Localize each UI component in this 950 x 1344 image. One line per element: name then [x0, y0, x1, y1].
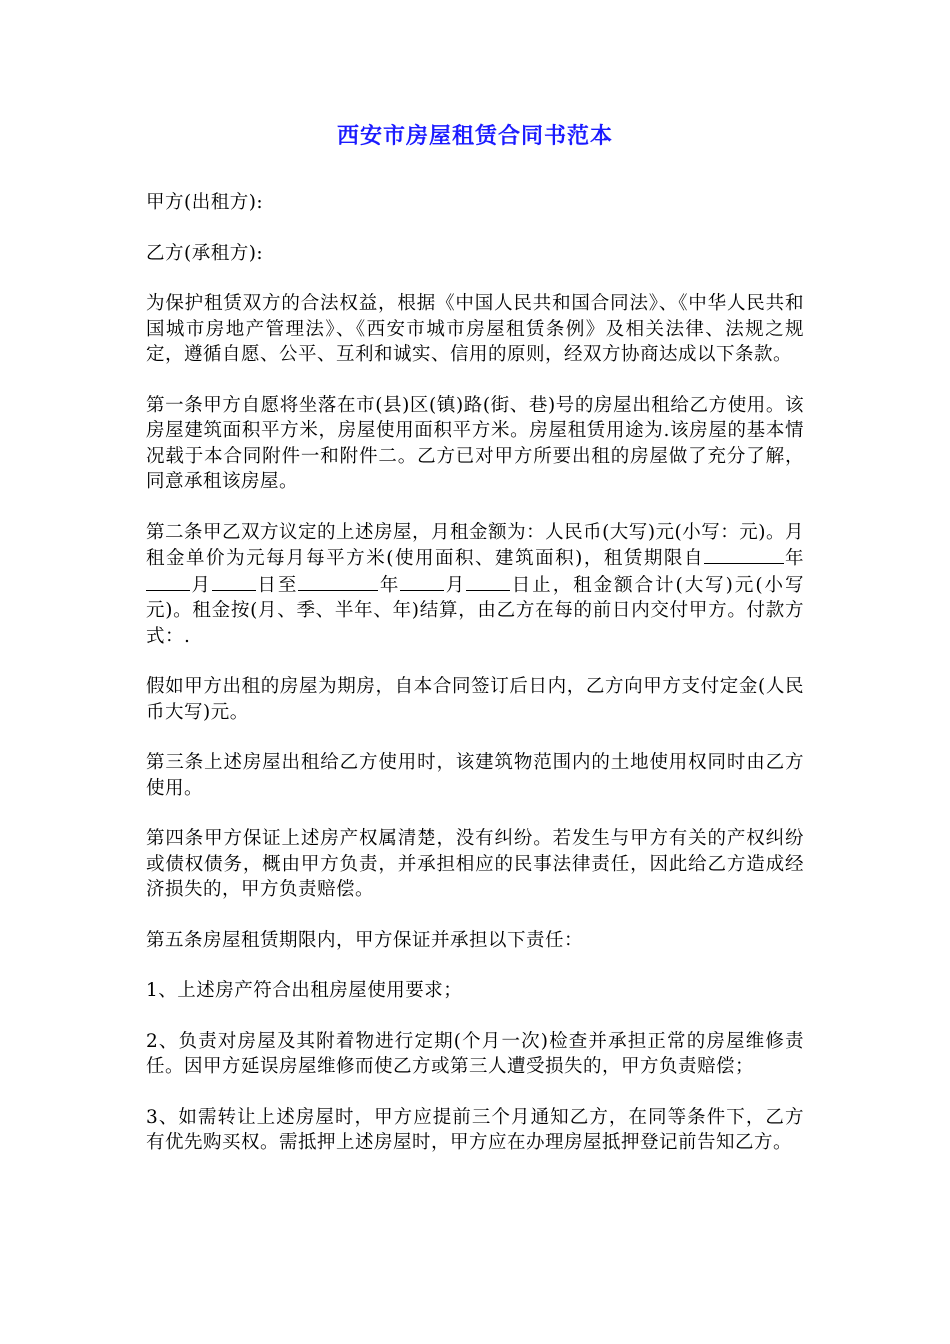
- article-5-item-1: 1、上述房产符合出租房屋使用要求；: [146, 980, 463, 1001]
- article-2-month1: 月: [190, 574, 212, 596]
- blank-end-year: [298, 572, 378, 591]
- deposit-paragraph: 假如甲方出租的房屋为期房，自本合同签订后日内，乙方向甲方支付定金(人民币大写)元。: [146, 676, 804, 723]
- article-4-paragraph: 第四条甲方保证上述房产权属清楚，没有纠纷。若发生与甲方有关的产权纠纷或债权债务，概由甲方负责，并承担相应的民事法律责任，因此给乙方造成经济损失的，甲方负责赔偿。: [146, 828, 804, 900]
- blank-end-month: [400, 572, 444, 591]
- article-5-item-3: 3、如需转让上述房屋时，甲方应提前三个月通知乙方，在同等条件下，乙方有优先购买权。需抵押上述房屋时，甲方应在办理房屋抵押登记前告知乙方。: [146, 1106, 804, 1153]
- article-3-paragraph: 第三条上述房屋出租给乙方使用时，该建筑物范围内的土地使用权同时由乙方使用。: [146, 752, 804, 799]
- blank-start-day: [212, 572, 256, 591]
- blank-start-month: [146, 572, 190, 591]
- article-2-part1: 第二条甲乙双方议定的上述房屋，月租金额为：人民币(大写)元(小写：元)。月租金单价为元每月每平方米(使用面积、建筑面积)，租赁期限自: [146, 521, 804, 569]
- document-title: 西安市房屋租赁合同书范本: [336, 124, 613, 149]
- article-5-paragraph: 第五条房屋租赁期限内，甲方保证并承担以下责任：: [146, 929, 584, 951]
- blank-start-year: [704, 545, 784, 564]
- preamble-paragraph: 为保护租赁双方的合法权益，根据《中国人民共和国合同法》、《中华人民共和国城市房地产管理法》、《西安市城市房屋租赁条例》及相关法律、法规之规定，遵循自愿、公平、互利和诚实、信用的原则，经双方协商达成以下条款。: [146, 293, 804, 365]
- article-2-paragraph: [146, 520, 804, 650]
- article-2-part2: 日止，租金额合计(大写)元(小写元)。租金按(月、季、半年、年)结算，由乙方在每的前日内交付甲方。付款方式：.: [146, 574, 804, 647]
- blank-end-day: [466, 572, 510, 591]
- party-a-line: 甲方(出租方):: [146, 192, 264, 213]
- article-2-year1: 年: [783, 548, 804, 569]
- article-1-paragraph: 第一条甲方自愿将坐落在市(县)区(镇)路(街、巷)号的房屋出租给乙方使用。该房屋建筑面积平方米，房屋使用面积平方米。房屋租赁用途为.该房屋的基本情况载于本合同附件一和附件二。乙方已对甲方所要出租的房屋做了充分了解，同意承租该房屋。: [146, 394, 804, 492]
- article-2-month2: 月: [444, 574, 467, 596]
- article-2-year2: 年: [378, 574, 401, 596]
- party-b-line: 乙方(承租方):: [146, 242, 264, 264]
- article-2-day-to: 日至: [255, 574, 299, 596]
- article-5-item-2: 2、负责对房屋及其附着物进行定期(个月一次)检查并承担正常的房屋维修责任。因甲方延误房屋维修而使乙方或第三人遭受损失的，甲方负责赔偿；: [146, 1030, 804, 1077]
